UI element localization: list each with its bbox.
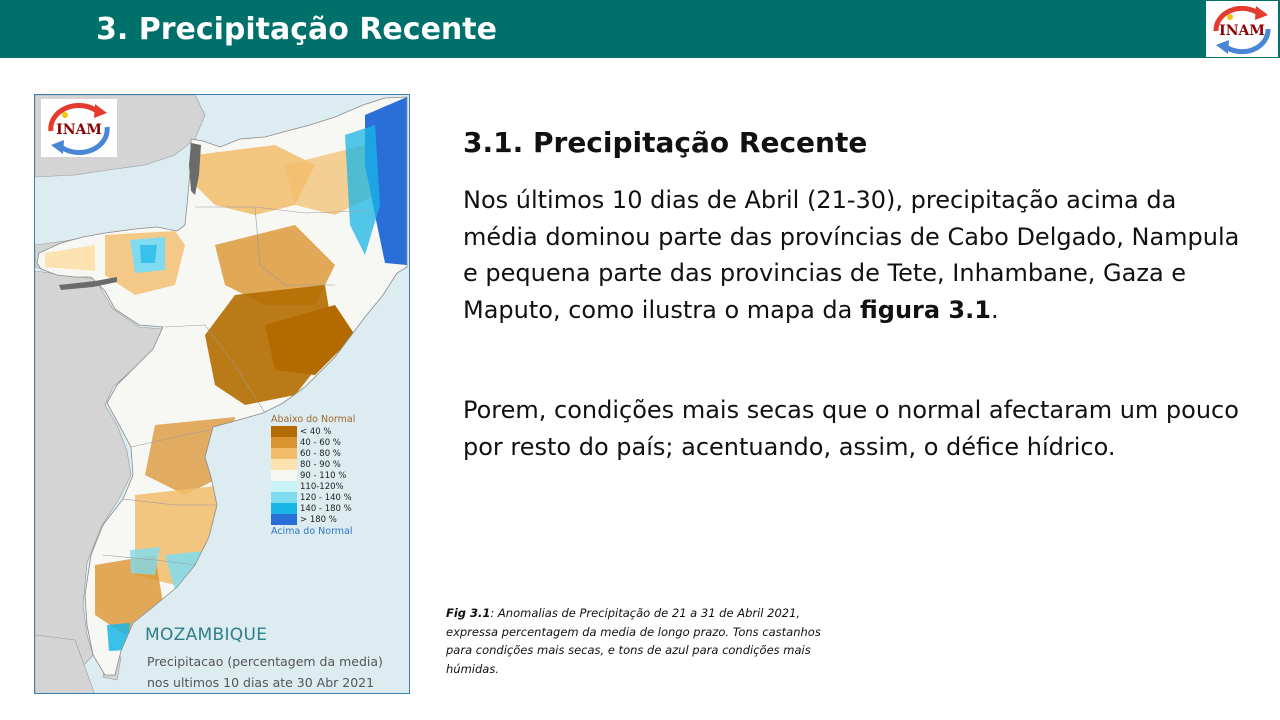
map-inam-logo xyxy=(41,99,117,157)
legend-item xyxy=(271,437,381,448)
legend-label: 60 - 80 % xyxy=(300,448,341,459)
legend-item xyxy=(271,514,381,525)
legend-swatch xyxy=(271,437,297,448)
legend-item xyxy=(271,503,381,514)
legend-item xyxy=(271,448,381,459)
legend-swatch xyxy=(271,514,297,525)
header-bar xyxy=(0,0,1280,58)
legend-label: 40 - 60 % xyxy=(300,437,341,448)
caption-text: : Anomalias de Precipitação de 21 a 31 de Abril 2021, expressa percentagem da media de longo prazo. Tons castanhos para condições mais secas, e tons de azul para condições mais húmidas. xyxy=(446,606,821,676)
legend-label: > 180 % xyxy=(300,514,337,525)
map-subtitle-line2: nos ultimos 10 dias ate 30 Abr 2021 xyxy=(147,675,375,690)
paragraph-1-end: . xyxy=(990,295,999,324)
legend-below-label: Abaixo do Normal xyxy=(271,414,356,425)
legend-swatch xyxy=(271,448,297,459)
legend-label: 120 - 140 % xyxy=(300,492,352,503)
legend-rows xyxy=(271,426,381,525)
legend-item xyxy=(271,481,381,492)
map-graphic xyxy=(35,95,410,694)
inam-logo xyxy=(1206,1,1278,57)
logo-text: INAM xyxy=(1219,23,1265,39)
legend-label: 140 - 180 % xyxy=(300,503,352,514)
legend-label: 110-120% xyxy=(300,481,344,492)
legend-swatch xyxy=(271,481,297,492)
legend-label: < 40 % xyxy=(300,426,332,437)
legend-swatch xyxy=(271,426,297,437)
legend-label: 80 - 90 % xyxy=(300,459,341,470)
precipitation-map xyxy=(34,94,410,694)
legend-item xyxy=(271,426,381,437)
paragraph-2: Porem, condições mais secas que o normal afectaram um pouco por resto do país; acentuando, assim, o défice hídrico. xyxy=(463,396,1239,461)
slide-title: 3. Precipitação Recente xyxy=(96,12,497,47)
paragraph-1-text: Nos últimos 10 dias de Abril (21-30), precipitação acima da média dominou parte das províncias de Cabo Delgado, Nampula e pequena parte das provincias de Tete, Inhambane, Gaza e Maputo, como ilustra o mapa da xyxy=(463,186,1240,324)
figure-caption xyxy=(446,604,826,678)
map-subtitle-line1: Precipitacao (percentagem da media) xyxy=(147,654,383,669)
legend-swatch xyxy=(271,470,297,481)
legend-above-label: Acima do Normal xyxy=(271,526,353,537)
legend-item xyxy=(271,492,381,503)
map-country-label: MOZAMBIQUE xyxy=(145,625,268,645)
legend-swatch xyxy=(271,503,297,514)
paragraph-1 xyxy=(463,182,1253,328)
map-subtitle xyxy=(147,651,397,693)
caption-label: Fig 3.1 xyxy=(446,606,491,620)
figure-reference: figura 3.1 xyxy=(859,295,991,324)
legend-swatch xyxy=(271,492,297,503)
map-logo-text: INAM xyxy=(56,122,102,138)
legend-label: 90 - 110 % xyxy=(300,470,347,481)
map-legend xyxy=(271,413,381,538)
section-heading: 3.1. Precipitação Recente xyxy=(463,126,868,159)
legend-item xyxy=(271,459,381,470)
legend-swatch xyxy=(271,459,297,470)
legend-item xyxy=(271,470,381,481)
